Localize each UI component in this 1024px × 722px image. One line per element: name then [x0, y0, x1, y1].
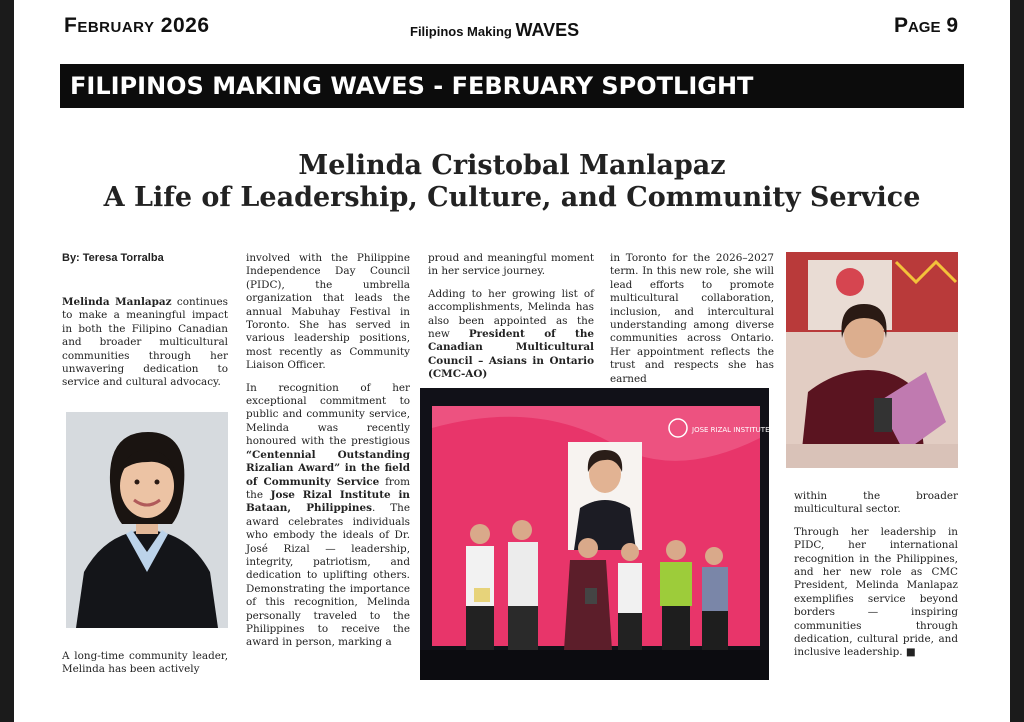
end-mark: ■: [905, 646, 916, 659]
award-text-a: In recognition of her exceptional commitment to public and community service, Melinda was recently honoured with the prestigious: [246, 381, 410, 448]
subject-name: Melinda Manlapaz: [62, 296, 172, 308]
backdrop-text: JOSE RIZAL INSTITUTE: [692, 426, 769, 434]
article-title: Melinda Cristobal Manlapaz: [298, 150, 726, 181]
festival-photo: [786, 252, 958, 468]
portrait-photo: [66, 412, 228, 628]
page-number: Page 9: [893, 14, 958, 37]
byline: By: Teresa Torralba: [62, 252, 164, 264]
issue-date: February 2026: [64, 14, 210, 37]
journey-paragraph: proud and meaningful moment in her service journey.: [428, 252, 594, 278]
intro-text: continues to make a meaningful impact in both the Filipino Canadian and broader multicultural communities through her unwavering dedication to service and cultural advocacy.: [62, 296, 229, 389]
newspaper-page: [14, 0, 1010, 722]
article-subtitle: A Life of Leadership, Culture, and Community Service: [103, 182, 921, 213]
column-1-bottom: [62, 650, 228, 686]
column-1-intro: [62, 296, 228, 399]
column-4: [610, 252, 774, 395]
masthead-small: Filipinos Making: [410, 24, 512, 39]
sector-paragraph: within the broader multicultural sector.: [794, 490, 958, 516]
award-text-c: . The award celebrates individuals who embody the ideals of Dr. José Rizal — leadership, integrity, patriotism, and dedication to uplifting others. Demonstrating the importance of this recognition, Melinda personally traveled to the Philippines to receive the award in person, marking a: [246, 502, 410, 649]
section-banner: FILIPINOS MAKING WAVES - FEBRUARY SPOTLIGHT: [60, 64, 964, 108]
column-2: [246, 252, 410, 659]
president-title: President of the Canadian Multicultural Council – Asians in Ontario (CMC-AO): [428, 328, 594, 381]
award-ceremony-photo: [420, 388, 769, 680]
award-paragraph: [246, 382, 410, 650]
closing-paragraph: [794, 526, 958, 660]
masthead: [410, 20, 579, 41]
closing-text: Through her leadership in PIDC, her international recognition in the Philippines, and her new role as CMC President, Melinda Manlapaz exemplifies service beyond borders — inspiring communities through dedication, cultural pride, and inclusive leadership.: [794, 525, 958, 659]
column-3: [428, 252, 594, 391]
pidc-paragraph: involved with the Philippine Independence Day Council (PIDC), the umbrella organization that leads the annual Mabuhay Festival in Toronto. She has served in various leadership positions, most recently as Community Liaison Officer.: [246, 252, 410, 372]
masthead-big: WAVES: [515, 20, 580, 40]
term-paragraph: in Toronto for the 2026–2027 term. In this new role, she will lead efforts to promote multicultural collaboration, inclusion, and intercultural understanding among diverse communities across Ontario. Her appointment reflects the trust and respects she has earned: [610, 252, 774, 385]
award-text-b: from the: [246, 475, 410, 501]
column-5: [794, 490, 958, 669]
award-name: “Centennial Outstanding Rizalian Award” in the field of Community Service: [246, 448, 410, 488]
institute-name: Jose Rizal Institute in Bataan, Philippines: [246, 488, 410, 515]
president-text: Adding to her growing list of accomplishments, Melinda has also been appointed as the new: [428, 287, 594, 341]
president-paragraph: [428, 288, 594, 382]
column-1-bottom-text: A long-time community leader, Melinda has been actively: [62, 650, 228, 676]
